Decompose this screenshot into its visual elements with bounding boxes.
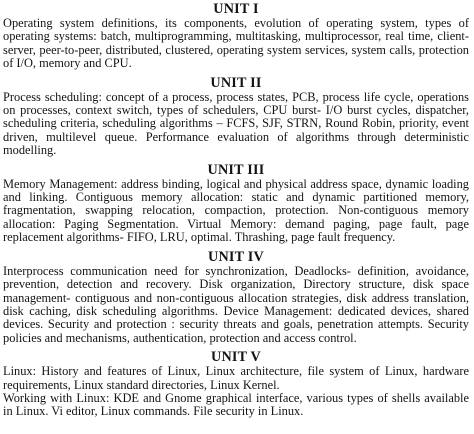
text-line: server, peer-to-peer, distributed, clustered, operating system services, system calls, protection <box>3 42 469 57</box>
text-line: devices. Security and protection : security threats and goals, penetration attempts. Security <box>3 317 469 332</box>
unit-body <box>3 178 469 245</box>
unit-title: UNIT II <box>210 74 262 91</box>
text-line: in Linux. Vi editor, Linux commands. File security in Linux. <box>3 404 304 419</box>
text-line: fragmentation, swapping relocation, compaction, protection. Non-contiguous memory <box>3 203 469 218</box>
text-line: of I/O, memory and CPU. <box>3 56 132 71</box>
unit-section-4 <box>3 250 469 345</box>
text-line: prevention, detection and recovery. Disk organization, Directory structure, disk space <box>3 277 469 292</box>
unit-body <box>3 265 469 345</box>
text-line: allocation: Paging Segmentation. Virtual Memory: demand paging, page fault, page <box>3 216 469 231</box>
unit-section-1 <box>3 2 469 71</box>
unit-section-2 <box>3 76 469 158</box>
text-line: Linux: History and features of Linux, Linux architecture, file system of Linux, hardware <box>3 364 469 379</box>
text-line: operating systems: batch, multiprogramming, multitasking, multiprocessor, real time, client- <box>3 29 469 44</box>
text-line: and linking. Contiguous memory allocation: static and dynamic partitioned memory, <box>3 190 469 205</box>
text-line: replacement algorithms- FIFO, LRU, optimal. Thrashing, page fault frequency. <box>3 230 396 245</box>
text-line: disk caching, disk scheduling algorithms. Device Management: dedicated devices, shared <box>3 303 469 318</box>
text-line: policies and mechanisms, authentication, protection and access control. <box>3 330 357 345</box>
unit-body <box>3 365 469 419</box>
unit-body <box>3 91 469 158</box>
text-line: requirements, Linux standard directories, Linux Kernel. <box>3 377 280 392</box>
unit-section-5 <box>3 350 469 419</box>
syllabus-page <box>3 2 469 419</box>
text-line: modelling. <box>3 143 57 158</box>
unit-section-3 <box>3 163 469 245</box>
text-line: Process scheduling: concept of a process, process states, PCB, process life cycle, operations <box>3 89 469 104</box>
unit-body <box>3 17 469 71</box>
text-line: Working with Linux: KDE and Gnome graphical interface, various types of shells available <box>3 390 469 405</box>
unit-title: UNIT IV <box>208 248 264 265</box>
text-line: management- contiguous and non-contiguous allocation strategies, disk address translation, <box>3 290 469 305</box>
text-line: on processes, context switch, types of schedulers, CPU burst- I/O burst cycles, dispatcher, <box>3 103 469 118</box>
text-line: Memory Management: address binding, logical and physical address space, dynamic loading <box>3 176 469 191</box>
unit-title: UNIT V <box>211 349 261 366</box>
text-line: Operating system definitions, its components, evolution of operating system, types of <box>3 16 469 30</box>
text-line: Interprocess communication need for synchronization, Deadlocks- definition, avoidance, <box>3 263 469 278</box>
text-line: scheduling criteria, scheduling algorithms – FCFS, SJF, STRN, Round Robin, priority, event <box>3 116 469 131</box>
unit-title: UNIT I <box>213 1 259 17</box>
unit-title: UNIT III <box>207 161 265 178</box>
text-line: driven, multilevel queue. Performance evaluation of algorithms through deterministic <box>3 129 469 144</box>
